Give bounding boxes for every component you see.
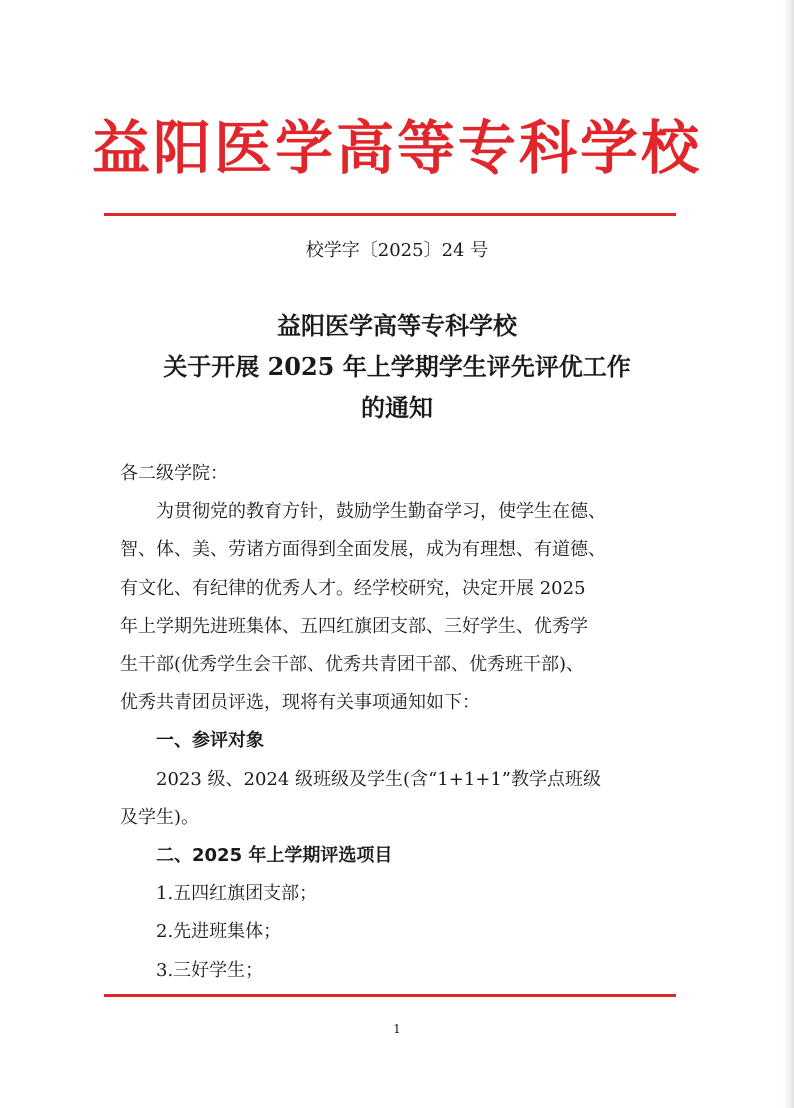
section-heading-items: 二、2025 年上学期评选项目 [156, 845, 393, 867]
document-body [120, 455, 680, 990]
list-item: 1.五四红旗团支部； [156, 883, 318, 905]
title-line: 的通知 [361, 393, 433, 422]
list-item: 3.三好学生； [156, 959, 264, 981]
document-number: 校学字〔2025〕24 号 [305, 240, 489, 261]
issuer-masthead: 益阳医学高等专科学校 [91, 114, 702, 182]
document-title [0, 305, 794, 428]
intro-line: 有文化、有纪律的优秀人才。经学校研究，决定开展 2025 [120, 577, 586, 599]
title-line: 益阳医学高等专科学校 [277, 311, 517, 340]
title-line: 关于开展 2025 年上学期学生评先评优工作 [163, 352, 631, 381]
intro-line: 生干部(优秀学生会干部、优秀共青团干部、优秀班干部)、 [120, 654, 585, 676]
intro-line: 为贯彻党的教育方针，鼓励学生勤奋学习，使学生在德、 [156, 501, 606, 523]
section-heading-participants: 一、参评对象 [156, 730, 264, 752]
red-separator-top [104, 213, 676, 216]
red-separator-bottom [104, 994, 676, 997]
intro-line: 年上学期先进班集体、五四红旗团支部、三好学生、优秀学 [120, 615, 588, 637]
salutation: 各二级学院： [120, 463, 228, 484]
list-item: 2.先进班集体； [156, 921, 282, 943]
intro-line: 智、体、美、劳诸方面得到全面发展，成为有理想、有道德、 [120, 539, 606, 561]
page-number: 1 [393, 1022, 401, 1036]
section-line: 及学生)。 [120, 806, 200, 828]
intro-line: 优秀共青团员评选，现将有关事项通知如下： [120, 692, 480, 714]
section-line: 2023 级、2024 级班级及学生(含“1+1+1”教学点班级 [156, 768, 602, 790]
